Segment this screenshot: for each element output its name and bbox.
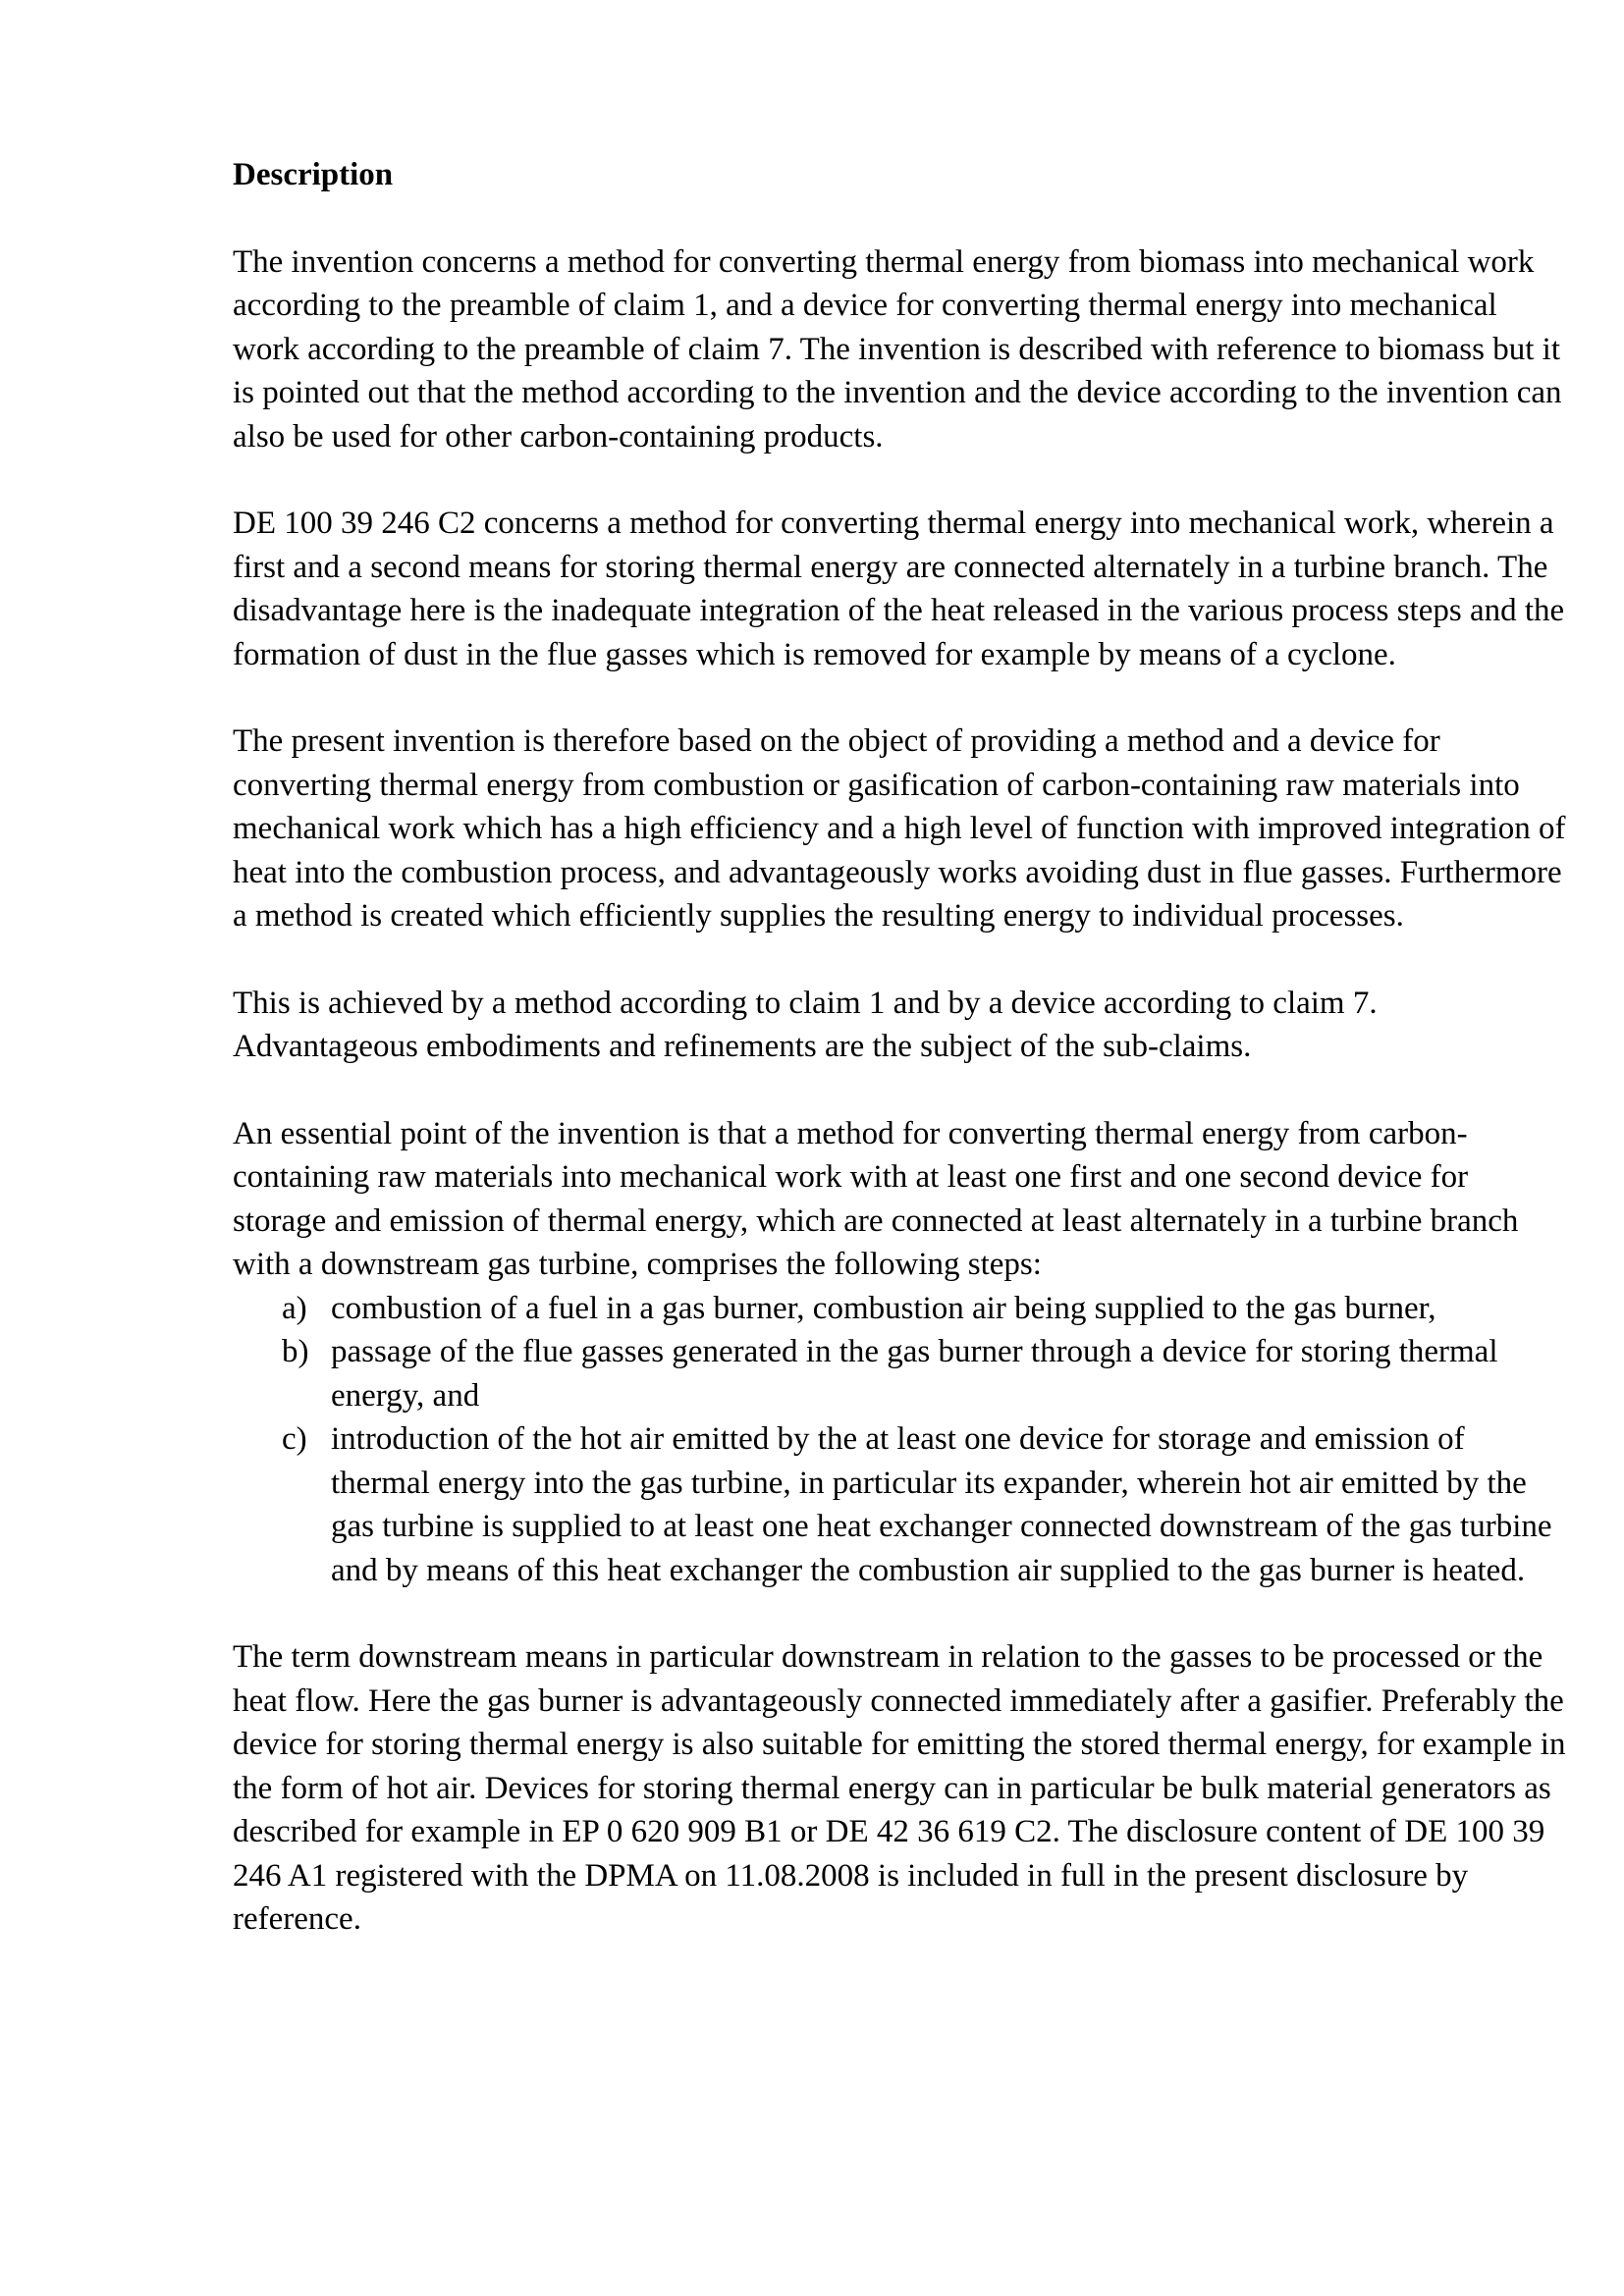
list-item-text: passage of the flue gasses generated in the gas burner through a device for storing thermal energy, and [331, 1334, 1498, 1414]
paragraph-essential-point: An essential point of the invention is that a method for converting thermal energy from carbon-containing raw materials into mechanical work with at least one first and one second device for storage and emission of thermal energy, which are connected at least alternately in a turbine branch with a downstream gas turbine, comprises the following steps: [233, 1115, 1519, 1282]
list-item [233, 1287, 1568, 1331]
list-item-text: combustion of a fuel in a gas burner, combustion air being supplied to the gas burner, [331, 1290, 1436, 1326]
list-item-label: b) [282, 1334, 309, 1369]
list-item-label: a) [282, 1290, 307, 1326]
list-item [233, 1417, 1568, 1592]
method-steps-list [233, 1287, 1568, 1593]
paragraph-definitions: The term downstream means in particular downstream in relation to the gasses to be processed or the heat flow. Here the gas burner is advantageously connected immediately after a gasifier. Preferably the device for storing thermal energy is also suitable for emitting the stored thermal energy, for example in the form of hot air. Devices for storing thermal energy can in particular be bulk material generators as described for example in EP 0 620 909 B1 or DE 42 36 619 C2. The disclosure content of DE 100 39 246 A1 registered with the DPMA on 11.08.2008 is included in full in the present disclosure by reference. [233, 1639, 1566, 1937]
list-item-label: c) [282, 1421, 307, 1457]
paragraph-object: The present invention is therefore based on the object of providing a method and a device for converting thermal energy from combustion or gasification of carbon-containing raw materials into mechanical work which has a high efficiency and a high level of function with improved integration of heat into the combustion process, and advantageously works avoiding dust in flue gasses. Furthermore a method is created which efficiently supplies the resulting energy to individual processes. [233, 723, 1566, 934]
paragraph-field-of-invention: The invention concerns a method for converting thermal energy from biomass into mechanical work according to the preamble of claim 1, and a device for converting thermal energy into mechanical work according to the preamble of claim 7. The invention is described with reference to biomass but it is pointed out that the method according to the invention and the device according to the invention can also be used for other carbon-containing products. [233, 243, 1562, 454]
section-heading: Description [233, 157, 394, 192]
list-item [233, 1330, 1568, 1417]
paragraph-solution: This is achieved by a method according to claim 1 and by a device according to claim 7. Advantageous embodiments and refinements are the subject of the sub-claims. [233, 985, 1378, 1064]
document-body [233, 153, 1568, 1985]
list-item-text: introduction of the hot air emitted by the at least one device for storage and emission of thermal energy into the gas turbine, in particular its expander, wherein hot air emitted by the gas turbine is supplied to at least one heat exchanger connected downstream of the gas turbine and by means of this heat exchanger the combustion air supplied to the gas burner is heated. [331, 1421, 1552, 1588]
paragraph-prior-art: DE 100 39 246 C2 concerns a method for converting thermal energy into mechanical work, wherein a first and a second means for storing thermal energy are connected alternately in a turbine branch. The disadvantage here is the inadequate integration of the heat released in the various process steps and the formation of dust in the flue gasses which is removed for example by means of a cyclone. [233, 506, 1565, 672]
